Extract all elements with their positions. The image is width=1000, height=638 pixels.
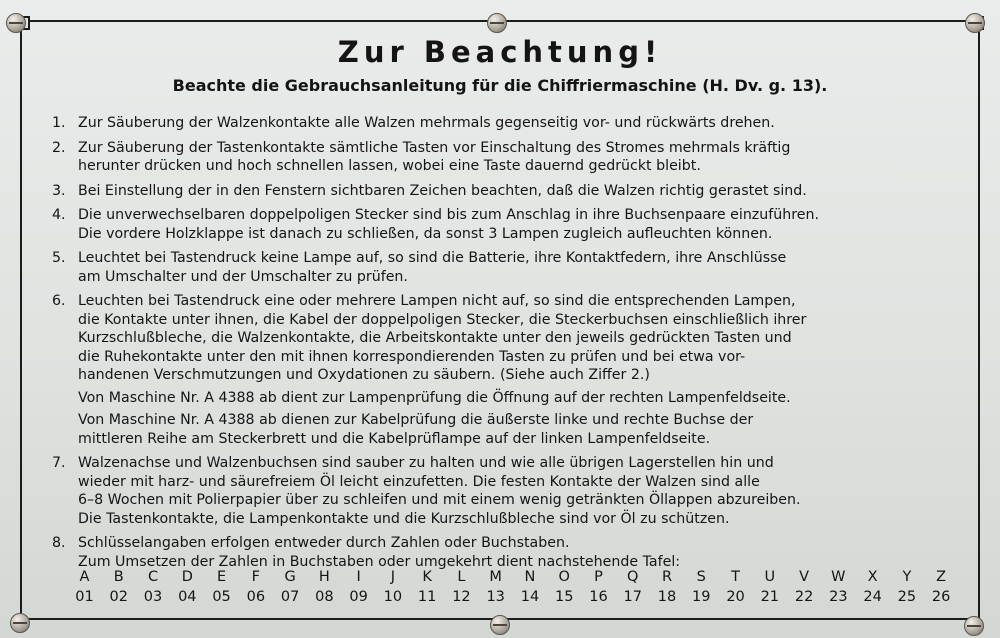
table-column bbox=[890, 569, 923, 609]
item-number: 7. bbox=[52, 455, 66, 471]
table-letter: B bbox=[113, 569, 124, 585]
table-letter: H bbox=[318, 569, 330, 585]
item-line: Leuchtet bei Tastendruck keine Lampe auf, so sind die Batterie, ihre Kontaktfedern, ihre Anschlüsse bbox=[78, 250, 787, 266]
table-number: 07 bbox=[280, 589, 300, 605]
table-number: 02 bbox=[109, 589, 128, 605]
table-letter: I bbox=[356, 569, 361, 585]
table-letter: E bbox=[216, 569, 227, 585]
table-column bbox=[171, 569, 204, 609]
table-column bbox=[274, 569, 307, 609]
table-column bbox=[376, 569, 409, 609]
table-number: 04 bbox=[178, 589, 197, 605]
table-number: 18 bbox=[657, 589, 677, 605]
table-column bbox=[856, 569, 889, 609]
table-letter: D bbox=[181, 569, 193, 585]
table-number: 16 bbox=[589, 589, 608, 605]
table-column bbox=[513, 569, 546, 609]
table-letter: Z bbox=[936, 569, 947, 585]
table-letter: A bbox=[79, 569, 90, 585]
table-letter: O bbox=[558, 569, 570, 585]
item-number: 8. bbox=[52, 535, 66, 551]
table-column bbox=[239, 569, 272, 609]
table-number: 19 bbox=[692, 589, 711, 605]
item-line: die Ruhekontakte unter den mit ihnen korrespondierenden Tasten zu prüfen und bei etwa vor- bbox=[78, 348, 746, 365]
table-column bbox=[68, 569, 101, 609]
table-number: 11 bbox=[417, 589, 437, 605]
screw-bottom-right-icon bbox=[964, 616, 984, 636]
list-item bbox=[52, 249, 952, 286]
table-number: 22 bbox=[794, 589, 814, 605]
table-number: 20 bbox=[726, 589, 745, 605]
item-number: 1. bbox=[52, 115, 66, 131]
table-letter: J bbox=[390, 569, 396, 585]
screw-bottom-center-icon bbox=[490, 615, 510, 635]
item-line: Die Tastenkontakte, die Lampenkontakte und die Kurzschlußbleche sind vor Öl zu schützen. bbox=[78, 510, 730, 527]
table-column bbox=[616, 569, 649, 609]
table-letter: L bbox=[457, 569, 466, 585]
table-number: 03 bbox=[143, 589, 163, 605]
item-line: am Umschalter und der Umschalter zu prüfen. bbox=[78, 268, 408, 285]
note-cable-test bbox=[78, 411, 952, 448]
item-line: die Kontakte unter ihnen, die Kabel der doppelpoligen Stecker, die Steckerbuchsen einschließlich ihrer bbox=[78, 311, 807, 328]
item-number: 4. bbox=[52, 207, 66, 223]
table-letter: Q bbox=[627, 569, 639, 585]
item-line: Walzenachse und Walzenbuchsen sind sauber zu halten und wie alle übrigen Lagerstellen hin und bbox=[78, 455, 774, 471]
table-letter: T bbox=[731, 569, 740, 585]
table-number: 24 bbox=[863, 589, 882, 605]
table-column bbox=[479, 569, 512, 609]
item-line: Zur Säuberung der Walzenkontakte alle Walzen mehrmals gegenseitig vor- und rückwärts drehen. bbox=[78, 115, 775, 131]
table-letter: F bbox=[251, 569, 260, 585]
item-number: 5. bbox=[52, 250, 66, 266]
table-number: 21 bbox=[760, 589, 780, 605]
table-number: 06 bbox=[246, 589, 266, 605]
item-line: wieder mit harz- und säurefreiem Öl leicht einzufetten. Die festen Kontakte der Walzen sind alle bbox=[78, 473, 760, 490]
table-column bbox=[342, 569, 375, 609]
table-letter: K bbox=[422, 569, 432, 585]
list-item bbox=[52, 292, 952, 448]
table-column bbox=[719, 569, 752, 609]
table-number: 08 bbox=[315, 589, 334, 605]
table-letter: W bbox=[831, 569, 846, 585]
table-number: 15 bbox=[554, 589, 574, 605]
screw-bottom-left-icon bbox=[10, 613, 30, 633]
table-column bbox=[308, 569, 341, 609]
table-number: 25 bbox=[897, 589, 917, 605]
table-number: 01 bbox=[75, 589, 94, 605]
note-line: mittleren Reihe am Steckerbrett und die Kabelprüflampe auf der linken Lampenfeldseite. bbox=[78, 430, 711, 447]
item-line: herunter drücken und hoch schnellen lassen, wobei eine Taste dauernd gedrückt bleibt. bbox=[78, 158, 701, 174]
table-column bbox=[822, 569, 855, 609]
note-line: Von Maschine Nr. A 4388 ab dienen zur Kabelprüfung die äußerste linke und rechte Buchse der bbox=[78, 412, 754, 428]
table-number: 26 bbox=[931, 589, 951, 605]
list-item bbox=[52, 454, 952, 528]
plate-title: Zur Beachtung! bbox=[337, 35, 663, 69]
table-column bbox=[411, 569, 444, 609]
letter-number-table bbox=[68, 569, 958, 609]
item-line: Zur Säuberung der Tastenkontakte sämtliche Tasten vor Einschaltung des Stromes mehrmals kräftig bbox=[78, 139, 791, 156]
table-column bbox=[753, 569, 786, 609]
table-number: 13 bbox=[486, 589, 505, 605]
item-number: 2. bbox=[52, 139, 66, 156]
table-number: 12 bbox=[452, 589, 471, 605]
table-letter: V bbox=[799, 569, 810, 585]
table-column bbox=[788, 569, 821, 609]
table-number: 14 bbox=[520, 589, 540, 605]
item-line: Die unverwechselbaren doppelpoligen Stecker sind bis zum Anschlag in ihre Buchsenpaare einzuführen. bbox=[78, 207, 819, 223]
table-number: 17 bbox=[623, 589, 642, 605]
table-column bbox=[137, 569, 170, 609]
screw-top-left-icon bbox=[6, 13, 26, 33]
screw-top-center-icon bbox=[487, 13, 507, 33]
item-line: Bei Einstellung der in den Fenstern sichtbaren Zeichen beachten, daß die Walzen richtig gerastet sind. bbox=[78, 182, 807, 199]
item-line: Schlüsselangaben erfolgen entweder durch Zahlen oder Buchstaben. bbox=[78, 535, 570, 551]
table-column bbox=[548, 569, 581, 609]
item-line: Leuchten bei Tastendruck eine oder mehrere Lampen nicht auf, so sind die entsprechenden Lampen, bbox=[78, 293, 796, 309]
note-lamp-test bbox=[78, 389, 952, 408]
item-line: 6–8 Wochen mit Polierpapier über zu schleifen und mit einem wenig getränkten Öllappen abzureiben. bbox=[78, 492, 801, 508]
plate-subtitle: Beachte die Gebrauchsanleitung für die Chiffriermaschine (H. Dv. g. 13). bbox=[172, 76, 828, 95]
list-item bbox=[52, 534, 952, 571]
table-letter: C bbox=[147, 569, 159, 585]
table-letter: X bbox=[867, 569, 878, 585]
table-number: 05 bbox=[212, 589, 231, 605]
screw-top-right-icon bbox=[965, 13, 985, 33]
table-letter: N bbox=[524, 569, 536, 585]
table-letter: G bbox=[284, 569, 296, 585]
item-line: handenen Verschmutzungen und Oxydationen zu säubern. (Siehe auch Ziffer 2.) bbox=[78, 367, 650, 383]
item-number: 6. bbox=[52, 293, 66, 309]
table-letter: P bbox=[594, 569, 603, 585]
table-column bbox=[685, 569, 718, 609]
table-column bbox=[582, 569, 615, 609]
table-number: 10 bbox=[383, 589, 403, 605]
table-letter: Y bbox=[902, 569, 912, 585]
list-item bbox=[52, 182, 952, 201]
table-letter: S bbox=[696, 569, 706, 585]
table-letter: U bbox=[764, 569, 776, 585]
table-letter: M bbox=[489, 569, 502, 585]
table-column bbox=[445, 569, 478, 609]
item-line: Zum Umsetzen der Zahlen in Buchstaben oder umgekehrt dient nachstehende Tafel: bbox=[78, 553, 681, 570]
list-item bbox=[52, 139, 952, 176]
table-column bbox=[651, 569, 684, 609]
item-line: Kurzschlußbleche, die Walzenkontakte, die Arbeitskontakte unter den jeweils gedrückten Tasten und bbox=[78, 330, 792, 346]
item-number: 3. bbox=[52, 182, 66, 199]
table-number: 09 bbox=[349, 589, 368, 605]
list-item bbox=[52, 114, 952, 133]
instruction-list bbox=[52, 114, 952, 577]
table-column bbox=[205, 569, 238, 609]
table-column bbox=[925, 569, 958, 609]
table-column bbox=[102, 569, 135, 609]
note-line: Von Maschine Nr. A 4388 ab dient zur Lampenprüfung die Öffnung auf der rechten Lampenfeldseite. bbox=[78, 389, 791, 406]
list-item bbox=[52, 206, 952, 243]
item-line: Die vordere Holzklappe ist danach zu schließen, da sonst 3 Lampen zugleich aufleuchten können. bbox=[78, 225, 773, 242]
table-number: 23 bbox=[829, 589, 848, 605]
table-letter: R bbox=[661, 569, 673, 585]
